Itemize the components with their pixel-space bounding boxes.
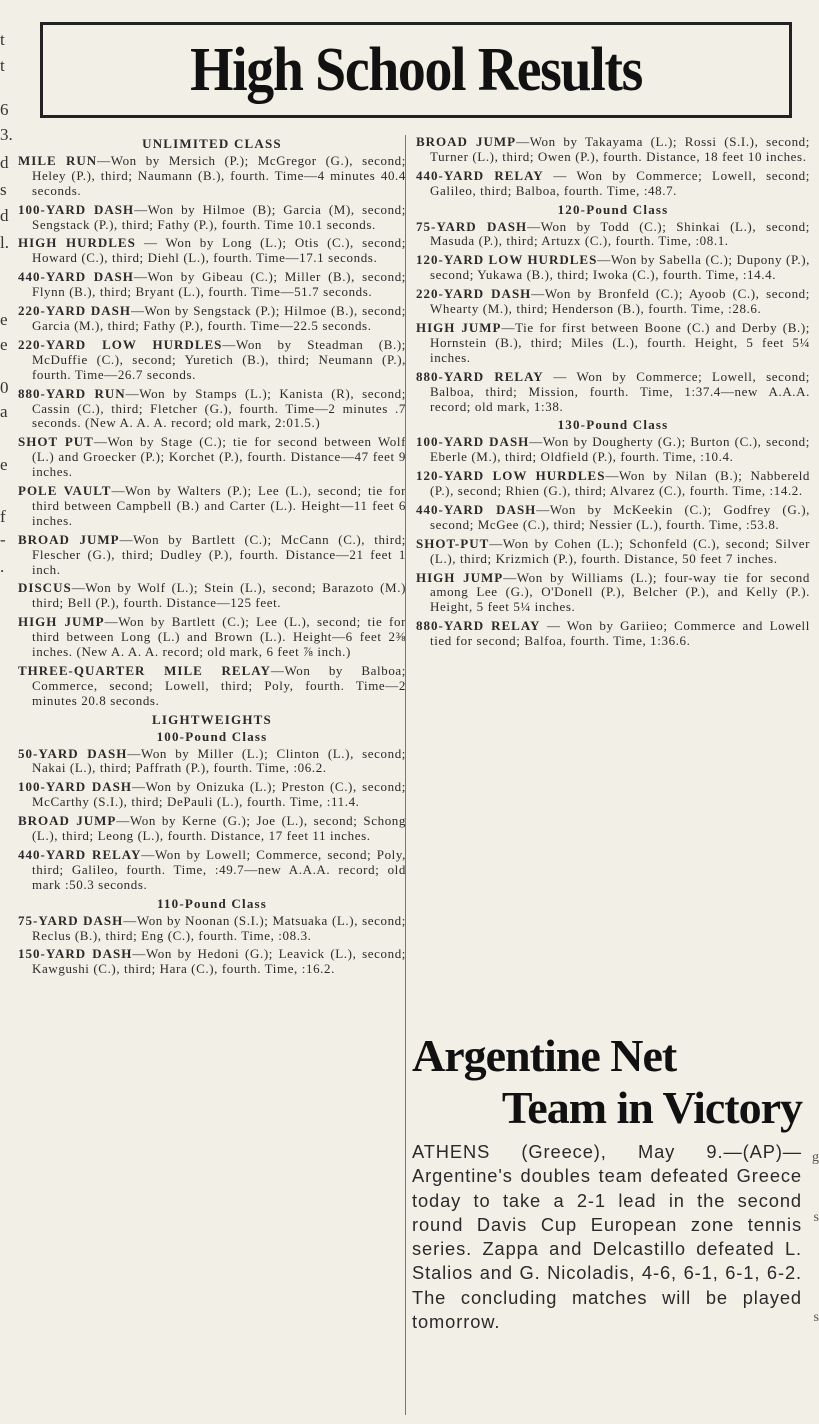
edge-fragment: s bbox=[813, 1210, 819, 1225]
event-result bbox=[18, 338, 406, 383]
event-result bbox=[416, 435, 810, 465]
event-name: 120-YARD LOW HURDLES bbox=[416, 252, 598, 268]
event-name: BROAD JUMP bbox=[18, 813, 117, 829]
event-name: SHOT PUT bbox=[18, 434, 94, 450]
event-name: 880-YARD RELAY bbox=[416, 368, 544, 384]
event-text: —Tie for first between Boone (C.) and Derby (B.); Hornstein (B.), third; Miles (L.), fourth. Height, 5 feet 5¼ inches. bbox=[430, 319, 810, 365]
event-result bbox=[18, 533, 406, 578]
event-text: —Won by Wolf (L.); Stein (L.), second; Barazoto (M.) third; Bell (P.), fourth. Distance—125 feet. bbox=[32, 580, 406, 611]
event-result bbox=[416, 503, 810, 533]
story-headline bbox=[412, 1030, 802, 1134]
event-text: —Won by McKeekin (C.); Godfrey (G.), second; McGee (C.), third; Nessier (L.), fourth. Time, :53.8. bbox=[430, 501, 810, 532]
edge-fragment: d bbox=[0, 206, 9, 225]
event-result bbox=[18, 848, 406, 893]
event-result bbox=[416, 135, 810, 165]
event-text: —Won by Stage (C.); tie for second between Wolf (L.) and Groecker (P.); Korchet (P.), fourth. Distance—47 feet 9 inches. bbox=[32, 434, 406, 480]
event-name: 440-YARD DASH bbox=[416, 501, 537, 517]
event-name: 150-YARD DASH bbox=[18, 946, 133, 962]
event-text: —Won by Sabella (C.); Dupony (P.), second; Yukawa (B.), third; Iwoka (C.), fourth. Time, :14.4. bbox=[430, 252, 810, 283]
event-text: —Won by Stamps (L.); Kanista (R), second; Cassin (C.), third; Fletcher (G.), fourth. Time—2 minutes .7 seconds. (New A. A. A. record; old mark, 2:01.5.) bbox=[32, 385, 406, 431]
column-rule bbox=[405, 135, 406, 1415]
event-name: SHOT-PUT bbox=[416, 535, 490, 551]
event-text: —Won by Onizuka (L.); Preston (C.), second; McCarthy (S.I.), third; DePauli (L.), fourth. Time, :11.4. bbox=[32, 779, 406, 810]
event-result bbox=[18, 304, 406, 334]
page-headline: High School Results bbox=[190, 35, 642, 104]
event-text: —Won by Gibeau (C.); Miller (B.), second; Flynn (B.), third; Bryant (L.), fourth. Time—51.7 seconds. bbox=[32, 269, 406, 300]
event-result bbox=[18, 203, 406, 233]
event-result bbox=[416, 253, 810, 283]
event-name: 50-YARD DASH bbox=[18, 745, 128, 761]
event-result bbox=[18, 780, 406, 810]
event-text: —Won by Todd (C.); Shinkai (L.), second; Masuda (P.), third; Artuzx (C.), fourth. Time, :08.1. bbox=[430, 218, 810, 249]
event-text: —Won by Noonan (S.I.); Matsuaka (L.), second; Reclus (B.), third; Eng (C.), fourth. Time, :08.3. bbox=[32, 912, 406, 943]
event-text: —Won by Cohen (L.); Schonfeld (C.), second; Silver (L.), third; Krizmich (P.), fourth. Distance, 50 feet 7 inches. bbox=[430, 535, 810, 566]
event-result bbox=[416, 287, 810, 317]
news-story bbox=[412, 1030, 802, 1334]
event-text: —Won by Nilan (B.); Nabbereld (P.), second; Rhien (G.), third; Alvarez (C.), fourth. Time, :14.2. bbox=[430, 468, 810, 499]
section-heading: 130-Pound Class bbox=[557, 417, 669, 433]
event-text: — Won by Commerce; Lowell, second; Balboa, third; Mission, fourth. Time, 1:37.4—new A.A.A. record; old mark, 1:38. bbox=[430, 368, 810, 414]
event-text: —Won by Balboa; Commerce, second; Lowell, third; Poly, fourth. Time—2 minutes 20.8 seconds. bbox=[32, 663, 406, 708]
event-text: —Won by Dougherty (G.); Burton (C.), second; Eberle (M.), third; Oldfield (P.), fourth. Time, :10.4. bbox=[430, 434, 810, 465]
edge-fragment: s bbox=[0, 180, 7, 199]
event-text: —Won by Bartlett (C.); McCann (C.), third; Flescher (G.), third; Dudley (P.), fourth. Distance—21 feet 1 inch. bbox=[32, 531, 406, 577]
event-text: — Won by Commerce; Lowell, second; Galileo, third; Balboa, fourth. Time, :48.7. bbox=[430, 167, 810, 198]
event-name: 100-YARD DASH bbox=[416, 434, 530, 450]
event-name: MILE RUN bbox=[18, 152, 98, 168]
event-result bbox=[416, 169, 810, 199]
event-result bbox=[18, 664, 406, 709]
event-result bbox=[18, 435, 406, 480]
edge-fragment: s bbox=[813, 1310, 819, 1325]
event-text: —Won by Mersich (P.); McGregor (G.), second; Heley (P.), third; Naumann (B.), fourth. Time—4 minutes 40.4 seconds. bbox=[32, 152, 406, 198]
event-result bbox=[416, 571, 810, 616]
edge-fragment: e bbox=[0, 335, 8, 354]
edge-fragment: 6 bbox=[0, 100, 9, 119]
edge-fragment: 0 bbox=[0, 378, 9, 397]
event-name: POLE VAULT bbox=[18, 483, 112, 499]
edge-fragment: - bbox=[0, 530, 6, 549]
event-text: —Won by Sengstack (P.); Hilmoe (B.), second; Garcia (M.), third; Fathy (P.), fourth. Time—22.5 seconds. bbox=[32, 303, 406, 333]
event-text: —Won by Hedoni (G.); Leavick (L.), second; Kawgushi (C.), third; Hara (C.), fourth. Time, :16.2. bbox=[32, 946, 406, 977]
event-text: —Won by Bartlett (C.); Lee (L.), second; tie for third between Long (L.) and Brown (L.). Height—6 feet 2⅜ inches. (New A. A. A. record; old mark, 6 feet ⅞ inch.) bbox=[32, 614, 406, 660]
event-name: 440-YARD RELAY bbox=[416, 167, 544, 183]
event-text: —Won by Williams (L.); four-way tie for second among Lee (G.), O'Donell (P.), Belcher (P.), and Kelly (P.). Height, 5 feet 5¼ inches. bbox=[430, 569, 810, 615]
edge-fragment: f bbox=[0, 507, 6, 526]
event-name: BROAD JUMP bbox=[18, 531, 120, 547]
event-name: 220-YARD DASH bbox=[416, 286, 532, 302]
event-name: DISCUS bbox=[18, 580, 72, 596]
section-heading: 100-Pound Class bbox=[156, 728, 268, 744]
event-result bbox=[416, 619, 810, 649]
event-name: 220-YARD LOW HURDLES bbox=[18, 336, 223, 352]
event-text: —Won by Walters (P.); Lee (L.), second; tie for third between Campbell (B.) and Carter (L.). Height—11 feet 6 inches. bbox=[32, 483, 406, 528]
event-name: HIGH JUMP bbox=[416, 319, 502, 335]
results-column-left bbox=[18, 135, 406, 1415]
event-text: —Won by Miller (L.); Clinton (L.), second; Nakai (L.), third; Paffrath (P.), fourth. Time, :06.2. bbox=[32, 745, 406, 776]
section-heading: UNLIMITED CLASS bbox=[142, 136, 282, 151]
results-column-right bbox=[416, 135, 810, 1005]
event-name: 75-YARD DASH bbox=[416, 218, 528, 234]
story-headline-line1: Argentine Net bbox=[412, 1030, 677, 1081]
edge-fragment: t bbox=[0, 30, 5, 49]
event-name: 880-YARD RUN bbox=[18, 385, 126, 401]
event-name: 120-YARD LOW HURDLES bbox=[416, 468, 606, 484]
event-result bbox=[416, 220, 810, 250]
event-name: THREE-QUARTER MILE RELAY bbox=[18, 663, 271, 678]
right-edge-fragments bbox=[811, 0, 819, 1424]
event-result bbox=[18, 747, 406, 777]
edge-fragment: e bbox=[0, 310, 8, 329]
event-result bbox=[18, 154, 406, 199]
event-text: — Won by Gariieo; Commerce and Lowell tied for second; Balfoa, fourth. Time, 1:36.6. bbox=[430, 618, 810, 649]
event-name: 220-YARD DASH bbox=[18, 303, 131, 319]
event-name: 75-YARD DASH bbox=[18, 912, 124, 928]
event-text: — Won by Long (L.); Otis (C.), second; Howard (C.), third; Diehl (L.), fourth. Time—17.1 seconds. bbox=[32, 235, 406, 266]
event-result bbox=[18, 236, 406, 266]
headline-box bbox=[40, 22, 792, 118]
event-result bbox=[18, 581, 406, 611]
event-name: 440-YARD DASH bbox=[18, 269, 134, 285]
event-result bbox=[416, 370, 810, 415]
event-text: —Won by Kerne (G.); Joe (L.), second; Schong (L.), third; Leong (L.), fourth. Distance, 17 feet 11 inches. bbox=[32, 813, 406, 844]
event-text: —Won by Steadman (B.); McDuffie (C.), second; Yuretich (B.), third; Neumann (P.), fourth. Time—26.7 seconds. bbox=[32, 336, 406, 382]
edge-fragment: 3. bbox=[0, 125, 13, 144]
story-body: ATHENS (Greece), May 9.—(AP)—Argentine's doubles team defeated Greece today to take a 2-1 lead in the second round Davis Cup European zone tennis series. Zappa and Delcastillo defeated L. Stalios and G. Nicoladis, 4-6, 6-1, 6-1, 6-2. The concluding matches will be played tomorrow. bbox=[412, 1141, 802, 1333]
event-result bbox=[416, 469, 810, 499]
edge-fragment: e bbox=[0, 455, 8, 474]
event-name: 440-YARD RELAY bbox=[18, 846, 142, 862]
event-name: 880-YARD RELAY bbox=[416, 618, 541, 634]
edge-fragment: g bbox=[812, 1150, 819, 1165]
event-result bbox=[18, 270, 406, 300]
event-text: —Won by Bronfeld (C.); Ayoob (C.), second; Whearty (M.), third; Henderson (B.), fourth. Time, :28.6. bbox=[430, 286, 810, 317]
event-name: 100-YARD DASH bbox=[18, 201, 135, 217]
story-headline-line2: Team in Victory bbox=[501, 1082, 802, 1133]
section-heading: LIGHTWEIGHTS bbox=[152, 711, 272, 727]
edge-fragment: . bbox=[0, 557, 5, 576]
left-edge-fragments bbox=[0, 0, 14, 1424]
event-name: HIGH JUMP bbox=[416, 569, 504, 585]
event-result bbox=[18, 484, 406, 529]
event-text: —Won by Lowell; Commerce, second; Poly, third; Galileo, fourth. Time, :49.7—new A.A.A. record; old mark :50.3 seconds. bbox=[32, 846, 406, 892]
event-result bbox=[18, 947, 406, 977]
event-name: HIGH JUMP bbox=[18, 614, 105, 630]
edge-fragment: d bbox=[0, 153, 9, 172]
event-result bbox=[416, 321, 810, 366]
edge-fragment: t bbox=[0, 56, 5, 75]
edge-fragment: a bbox=[0, 402, 8, 421]
section-heading: 120-Pound Class bbox=[557, 201, 669, 217]
event-result bbox=[18, 615, 406, 660]
event-result bbox=[18, 387, 406, 432]
event-result bbox=[416, 537, 810, 567]
event-text: —Won by Hilmoe (B); Garcia (M), second; Sengstack (P.), third; Fathy (P.), fourth. Time 10.1 seconds. bbox=[32, 201, 406, 232]
edge-fragment: l. bbox=[0, 233, 9, 252]
section-heading: 110-Pound Class bbox=[156, 895, 268, 911]
event-result bbox=[18, 914, 406, 944]
event-name: BROAD JUMP bbox=[416, 135, 517, 149]
event-result bbox=[18, 814, 406, 844]
event-name: HIGH HURDLES bbox=[18, 235, 136, 251]
event-text: —Won by Takayama (L.); Rossi (S.I.), second; Turner (L.), third; Owen (P.), fourth. Distance, 18 feet 10 inches. bbox=[430, 135, 810, 164]
event-name: 100-YARD DASH bbox=[18, 779, 132, 795]
